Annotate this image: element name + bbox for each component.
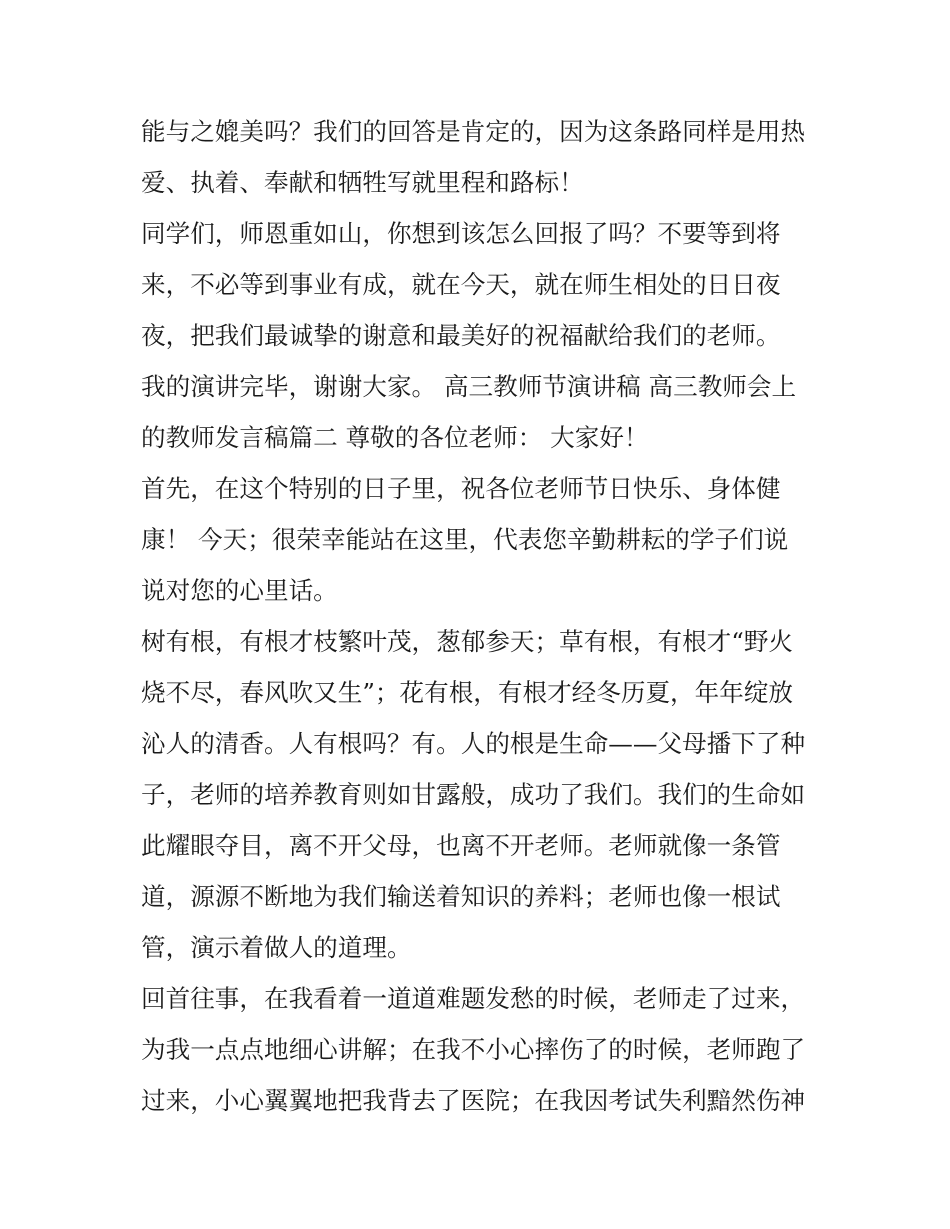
text-line: 首先，在这个特别的日子里，祝各位老师节日快乐、身体健	[141, 474, 781, 503]
text-line: 能与之媲美吗？我们的回答是肯定的，因为这条路同样是用热	[141, 117, 806, 146]
text-line: 道，源源不断地为我们输送着知识的养料；老师也像一根试	[141, 882, 781, 911]
text-line: 沁人的清香。人有根吗？有。人的根是生命——父母播下了种	[141, 729, 806, 758]
text-line: 管，演示着做人的道理。	[141, 933, 412, 962]
text-line: 过来，小心翼翼地把我背去了医院；在我因考试失利黯然伤神	[141, 1086, 806, 1115]
text-line: 爱、执着、奉献和牺牲写就里程和路标！	[141, 168, 584, 197]
text-line: 子，老师的培养教育则如甘露般，成功了我们。我们的生命如	[141, 780, 806, 809]
text-line: 说对您的心里话。	[141, 576, 338, 605]
text-line: 我的演讲完毕，谢谢大家。 高三教师节演讲稿 高三教师会上	[141, 372, 797, 401]
text-line: 为我一点点地细心讲解；在我不小心摔伤了的时候，老师跑了	[141, 1035, 806, 1064]
body-text	[141, 106, 821, 1126]
text-line: 夜，把我们最诚挚的谢意和最美好的祝福献给我们的老师。	[141, 321, 781, 350]
text-line: 的教师发言稿篇二 尊敬的各位老师： 大家好！	[141, 423, 649, 452]
text-line: 来，不必等到事业有成，就在今天，就在师生相处的日日夜	[141, 270, 781, 299]
text-line: 康！ 今天；很荣幸能站在这里，代表您辛勤耕耘的学子们说	[141, 525, 789, 554]
text-line: 此耀眼夺目，离不开父母，也离不开老师。老师就像一条管	[141, 831, 781, 860]
text-line: 同学们，师恩重如山，你想到该怎么回报了吗？不要等到将	[141, 219, 781, 248]
text-line: 树有根，有根才枝繁叶茂，葱郁参天；草有根，有根才“野火	[141, 627, 794, 656]
text-line: 回首往事，在我看着一道道难题发愁的时候，老师走了过来，	[141, 984, 806, 1013]
text-line: 烧不尽，春风吹又生”；花有根，有根才经冬历夏，年年绽放	[141, 678, 794, 707]
